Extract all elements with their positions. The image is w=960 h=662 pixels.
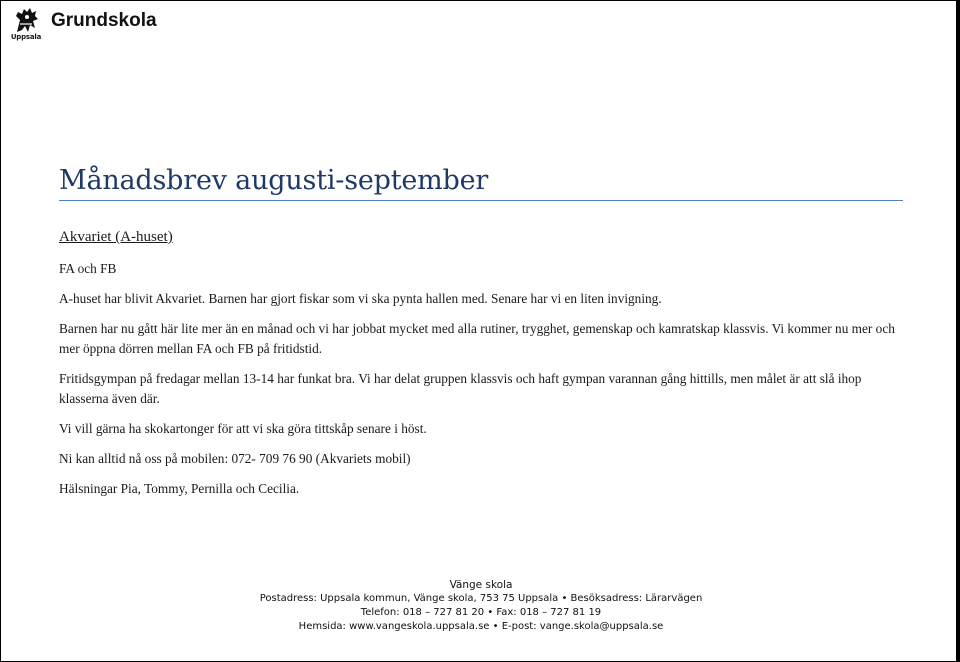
- letter-body: [59, 227, 909, 499]
- footer: [1, 578, 960, 634]
- footer-phone: Telefon: 018 – 727 81 20 • Fax: 018 – 727 81 19: [360, 607, 602, 618]
- footer-school: Vänge skola: [449, 579, 513, 591]
- logo-text: Uppsala: [10, 33, 42, 41]
- header: [9, 5, 157, 45]
- page-title: Månadsbrev augusti-september: [59, 165, 903, 201]
- paragraph-greetings: Hälsningar Pia, Tommy, Pernilla och Cecilia.: [59, 481, 300, 496]
- paragraph-akvariet: A-huset har blivit Akvariet. Barnen har gjort fiskar som vi ska pynta hallen med. Senare har vi en liten invigning.: [59, 291, 662, 306]
- paragraph-phone: Ni kan alltid nå oss på mobilen: 072- 709 76 90 (Akvariets mobil): [59, 451, 411, 466]
- paragraph-gym: Fritidsgympan på fredagar mellan 13-14 har funkat bra. Vi har delat gruppen klassvis och haft gympan varannan gång hittills, men målet är att slå ihop klasserna även där.: [59, 371, 862, 406]
- uppsala-logo: [9, 6, 43, 44]
- brand-name: Grundskola: [51, 10, 157, 31]
- section-heading: Akvariet (A-huset): [59, 229, 173, 245]
- lion-crest-icon: [11, 6, 41, 34]
- paragraph-shoeboxes: Vi vill gärna ha skokartonger för att vi ska göra tittskåp senare i höst.: [59, 421, 427, 436]
- footer-web: Hemsida: www.vangeskola.uppsala.se • E-post: vange.skola@uppsala.se: [298, 621, 664, 632]
- footer-address: Postadress: Uppsala kommun, Vänge skola, 753 75 Uppsala • Besöksadress: Lärarvägen: [259, 593, 703, 604]
- paragraph-classes: FA och FB: [59, 261, 117, 276]
- paragraph-routines: Barnen har nu gått här lite mer än en månad och vi har jobbat mycket med alla rutiner, trygghet, gemenskap och kamratskap klassvis. Vi kommer nu mer och mer öppna dörren mellan FA och FB på fritidstid.: [59, 321, 895, 356]
